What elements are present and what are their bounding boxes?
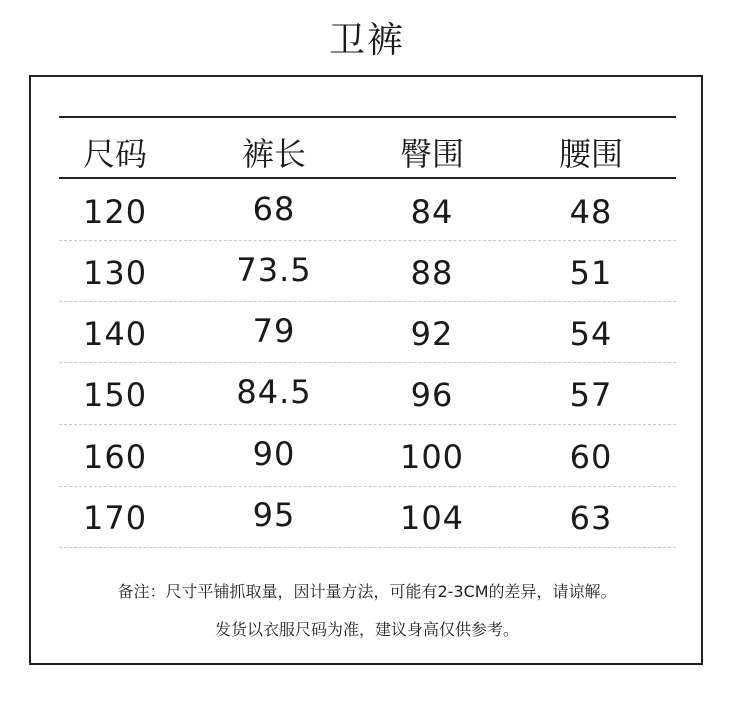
- cell-waist: 51: [569, 254, 613, 292]
- cell-hip: 88: [410, 254, 454, 292]
- table-row: [59, 488, 676, 548]
- row-divider: [59, 362, 676, 363]
- header-size: 尺码: [83, 135, 148, 173]
- cell-waist: 60: [569, 438, 613, 476]
- row-divider: [59, 424, 676, 425]
- table-header-row: [59, 124, 676, 184]
- cell-hip: 104: [399, 499, 465, 537]
- header-pant-length: 裤长: [241, 135, 306, 173]
- cell-size: 120: [83, 193, 148, 231]
- cell-waist: 57: [569, 376, 613, 414]
- table-row: [59, 304, 676, 364]
- cell-hip: 100: [399, 438, 465, 476]
- cell-pant-length: 73.5: [236, 251, 312, 289]
- cell-waist: 63: [569, 499, 613, 537]
- cell-waist: 54: [569, 315, 613, 353]
- cell-size: 130: [83, 254, 148, 292]
- table-row: [59, 427, 676, 487]
- header-rule: [59, 177, 676, 179]
- cell-size: 140: [83, 315, 148, 353]
- row-divider: [59, 240, 676, 241]
- note-line-1: 备注：尺寸平铺抓取量，因计量方法，可能有2-3CM的差异，请谅解。: [117, 582, 617, 601]
- table-top-rule: [59, 116, 676, 118]
- row-divider: [59, 547, 676, 548]
- cell-hip: 96: [410, 376, 454, 414]
- row-divider: [59, 301, 676, 302]
- cell-pant-length: 95: [252, 496, 296, 534]
- table-row: [59, 182, 676, 242]
- cell-pant-length: 84.5: [236, 373, 312, 411]
- cell-size: 160: [83, 438, 148, 476]
- cell-pant-length: 68: [252, 190, 296, 228]
- cell-pant-length: 90: [252, 435, 296, 473]
- table-row: [59, 243, 676, 303]
- table-row: [59, 365, 676, 425]
- page-title: 卫裤: [328, 20, 405, 61]
- cell-size: 150: [83, 376, 148, 414]
- note-line-2: 发货以衣服尺码为准，建议身高仅供参考。: [214, 620, 519, 639]
- row-divider: [59, 486, 676, 487]
- cell-pant-length: 79: [252, 312, 296, 350]
- cell-hip: 84: [410, 193, 454, 231]
- cell-hip: 92: [410, 315, 454, 353]
- cell-waist: 48: [569, 193, 613, 231]
- header-waist: 腰围: [558, 135, 623, 173]
- header-hip: 臀围: [399, 135, 464, 173]
- cell-size: 170: [83, 499, 148, 537]
